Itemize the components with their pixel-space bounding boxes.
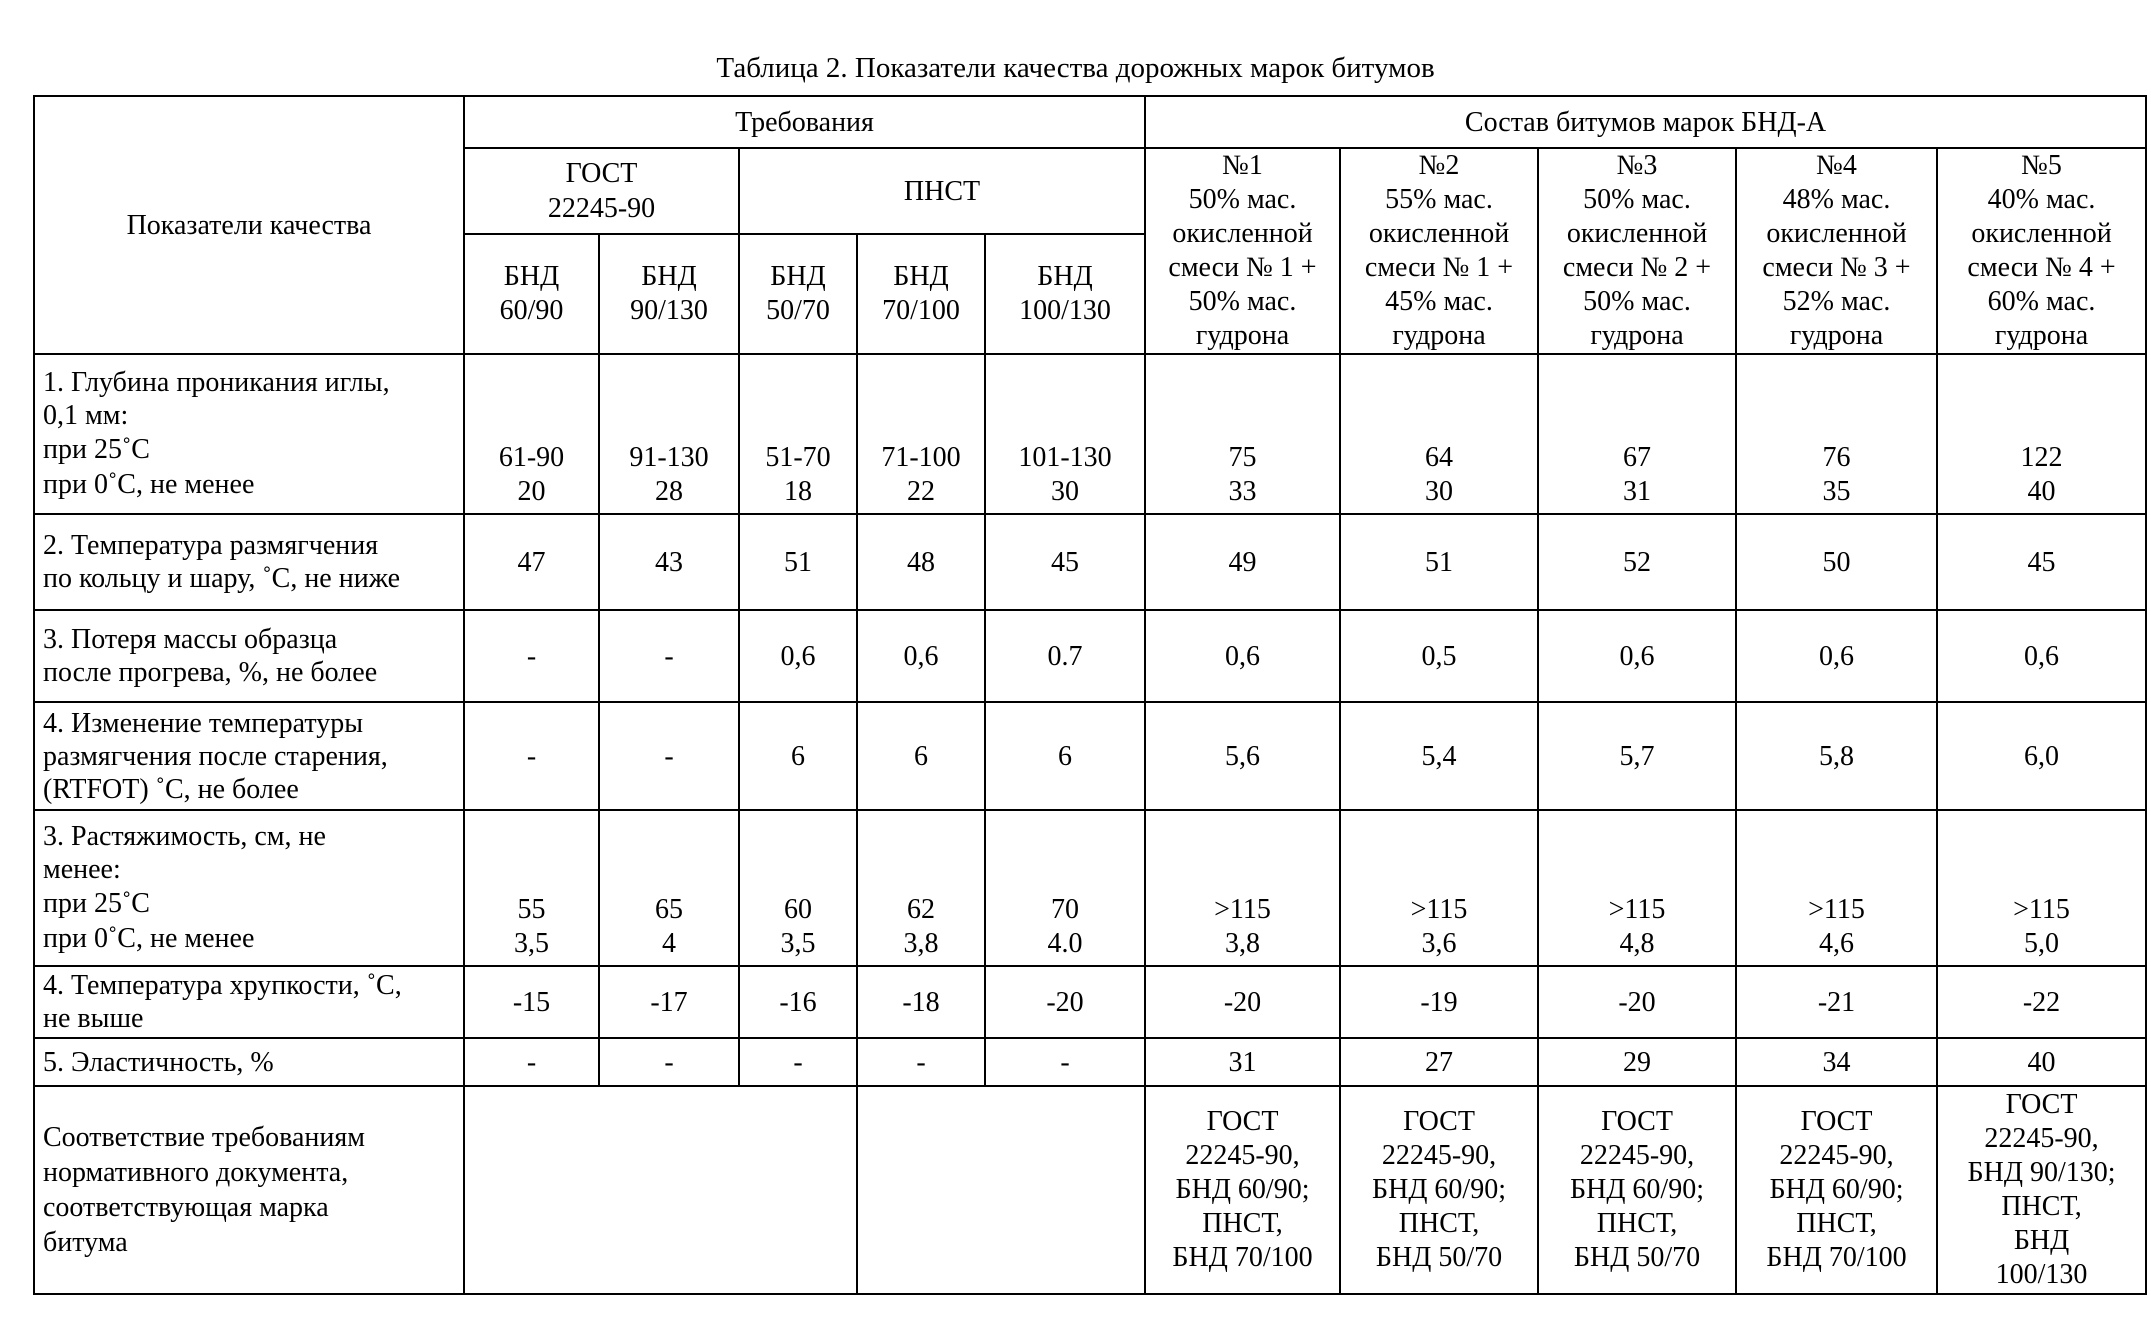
indicator-line: 5. Эластичность, % xyxy=(43,1046,459,1079)
value-line: 3,6 xyxy=(1345,927,1533,961)
value-line: 4,8 xyxy=(1543,927,1731,961)
data-row xyxy=(34,966,2146,1038)
value-cell xyxy=(739,966,857,1038)
value-cell xyxy=(1340,1038,1538,1086)
value-line: 62 xyxy=(862,893,980,927)
value-cell xyxy=(985,354,1145,514)
value-cell xyxy=(1736,1038,1937,1086)
sample-header-line: 50% мас. xyxy=(1543,285,1731,319)
value-cell xyxy=(1538,1038,1736,1086)
value-line: - xyxy=(744,1045,852,1080)
conclusion-value-line: 22245-90, xyxy=(1741,1139,1932,1173)
indicator-cell xyxy=(34,354,464,514)
conclusion-label-line: битума xyxy=(43,1225,459,1260)
value-line: 31 xyxy=(1150,1045,1335,1080)
indicator-cell xyxy=(34,966,464,1038)
sample-header-line: 45% мас. xyxy=(1345,285,1533,319)
indicator-subline: при 0˚С, не менее xyxy=(43,921,459,956)
conclusion-value-line: БНД 90/130; xyxy=(1942,1156,2141,1190)
value-line: 52 xyxy=(1543,545,1731,580)
value-line: 0,5 xyxy=(1345,639,1533,674)
grade-header-2 xyxy=(599,234,739,354)
indicator-line: менее: xyxy=(43,853,459,886)
indicator-line: 1. Глубина проникания иглы, xyxy=(43,366,459,399)
value-line: -15 xyxy=(469,985,594,1020)
value-cell xyxy=(599,514,739,610)
value-cell xyxy=(599,702,739,810)
value-cell xyxy=(599,354,739,514)
sample-header-5 xyxy=(1937,148,2146,354)
value-line: 50 xyxy=(1741,545,1932,580)
conclusion-value-5 xyxy=(1937,1086,2146,1294)
value-line: 91-130 xyxy=(604,441,734,475)
value-cell xyxy=(739,810,857,966)
data-row xyxy=(34,810,2146,966)
value-line: 29 xyxy=(1543,1045,1731,1080)
value-line: 6 xyxy=(744,739,852,774)
sample-header-3 xyxy=(1538,148,1736,354)
conclusion-value-line: БНД 60/90; xyxy=(1150,1173,1335,1207)
value-cell xyxy=(464,810,599,966)
sample-header-line: №1 xyxy=(1150,149,1335,183)
value-cell xyxy=(1145,514,1340,610)
value-cell xyxy=(599,810,739,966)
value-line: - xyxy=(990,1045,1140,1080)
grade-header-line: 100/130 xyxy=(990,294,1140,328)
value-line: 5,4 xyxy=(1345,739,1533,774)
indicator-cell xyxy=(34,514,464,610)
data-row xyxy=(34,610,2146,702)
value-line: 3,5 xyxy=(744,927,852,961)
value-line: 27 xyxy=(1345,1045,1533,1080)
value-cell xyxy=(985,514,1145,610)
value-line: -16 xyxy=(744,985,852,1020)
value-line: 6,0 xyxy=(1942,739,2141,774)
sample-header-4 xyxy=(1736,148,1937,354)
grade-header-line: 70/100 xyxy=(862,294,980,328)
gost-header-line: 22245-90 xyxy=(469,191,734,226)
value-line: -17 xyxy=(604,985,734,1020)
conclusion-label-line: Соответствие требованиям xyxy=(43,1120,459,1155)
header-row-1 xyxy=(34,96,2146,148)
conclusion-value-line: ПНСТ, xyxy=(1345,1207,1533,1241)
indicator-line: 4. Температура хрупкости, ˚С, xyxy=(43,969,459,1002)
value-line: 49 xyxy=(1150,545,1335,580)
sample-header-line: №3 xyxy=(1543,149,1731,183)
value-cell xyxy=(1538,702,1736,810)
value-line: 0,6 xyxy=(744,639,852,674)
conclusion-value-line: ПНСТ, xyxy=(1741,1207,1932,1241)
sample-header-line: смеси № 4 + xyxy=(1942,251,2141,285)
value-cell xyxy=(1340,966,1538,1038)
value-cell xyxy=(464,1038,599,1086)
conclusion-value-line: 22245-90, xyxy=(1345,1139,1533,1173)
value-cell xyxy=(1736,610,1937,702)
conclusion-value-line: БНД 60/90; xyxy=(1345,1173,1533,1207)
indicator-line: 2. Температура размягчения xyxy=(43,529,459,562)
conclusion-value-line: ГОСТ xyxy=(1741,1105,1932,1139)
value-cell xyxy=(857,354,985,514)
value-line: 75 xyxy=(1150,441,1335,475)
conclusion-value-line: 22245-90, xyxy=(1942,1122,2141,1156)
value-cell xyxy=(1736,966,1937,1038)
sample-header-line: окисленной xyxy=(1150,217,1335,251)
sample-header-line: гудрона xyxy=(1942,319,2141,353)
table-caption: Таблица 2. Показатели качества дорожных марок битумов xyxy=(0,48,2151,88)
value-line: -20 xyxy=(1150,985,1335,1020)
conclusion-value-line: БНД xyxy=(1942,1224,2141,1258)
conclusion-value-line: ГОСТ xyxy=(1942,1088,2141,1122)
value-cell xyxy=(1340,810,1538,966)
value-line: >115 xyxy=(1543,893,1731,927)
value-cell xyxy=(1340,610,1538,702)
value-line: 6 xyxy=(990,739,1140,774)
value-cell xyxy=(1736,810,1937,966)
value-line: 30 xyxy=(1345,475,1533,509)
data-row xyxy=(34,354,2146,514)
grade-header-4 xyxy=(857,234,985,354)
value-cell xyxy=(1736,514,1937,610)
value-line: 60 xyxy=(744,893,852,927)
value-line: -20 xyxy=(990,985,1140,1020)
indicator-subline: при 25˚С xyxy=(43,432,459,467)
indicator-line: 3. Потеря массы образца xyxy=(43,623,459,656)
value-cell xyxy=(1937,514,2146,610)
value-line: - xyxy=(604,1045,734,1080)
conclusion-value-line: БНД 70/100 xyxy=(1741,1241,1932,1275)
conclusion-value-line: БНД 60/90; xyxy=(1741,1173,1932,1207)
indicator-line: (RTFOT) ˚С, не более xyxy=(43,773,459,806)
value-line: 64 xyxy=(1345,441,1533,475)
sample-header-2 xyxy=(1340,148,1538,354)
value-cell xyxy=(739,514,857,610)
value-cell xyxy=(857,610,985,702)
indicator-cell xyxy=(34,1038,464,1086)
grade-header-line: БНД xyxy=(469,260,594,294)
sample-header-line: №2 xyxy=(1345,149,1533,183)
conclusion-value-line: БНД 50/70 xyxy=(1543,1241,1731,1275)
value-line: 4 xyxy=(604,927,734,961)
gost-header-line: ГОСТ xyxy=(469,156,734,191)
value-cell xyxy=(599,966,739,1038)
indicator-line: размягчения после старения, xyxy=(43,740,459,773)
sample-header-line: 50% мас. xyxy=(1150,285,1335,319)
value-cell xyxy=(1937,610,2146,702)
indicator-line: не выше xyxy=(43,1002,459,1035)
sample-header-line: окисленной xyxy=(1345,217,1533,251)
value-line: 0,6 xyxy=(1150,639,1335,674)
value-line: - xyxy=(469,739,594,774)
value-line: 71-100 xyxy=(862,441,980,475)
sample-header-line: №5 xyxy=(1942,149,2141,183)
conclusion-label xyxy=(34,1086,464,1294)
value-line: -19 xyxy=(1345,985,1533,1020)
grade-header-line: 60/90 xyxy=(469,294,594,328)
sample-header-line: гудрона xyxy=(1543,319,1731,353)
indicator-line: после прогрева, %, не более xyxy=(43,656,459,689)
sample-header-line: окисленной xyxy=(1543,217,1731,251)
value-cell xyxy=(1736,354,1937,514)
grade-header-line: БНД xyxy=(744,260,852,294)
value-line: 65 xyxy=(604,893,734,927)
sample-header-line: 48% мас. xyxy=(1741,183,1932,217)
value-line: 0.7 xyxy=(990,639,1140,674)
value-cell xyxy=(1937,354,2146,514)
value-cell xyxy=(1145,1038,1340,1086)
value-cell xyxy=(464,354,599,514)
grade-header-1 xyxy=(464,234,599,354)
sample-header-line: гудрона xyxy=(1150,319,1335,353)
conclusion-label-line: соответствующая марка xyxy=(43,1190,459,1225)
value-line: 40 xyxy=(1942,475,2141,509)
value-cell xyxy=(599,1038,739,1086)
conclusion-value-line: ГОСТ xyxy=(1150,1105,1335,1139)
conclusion-value-line: ГОСТ xyxy=(1345,1105,1533,1139)
conclusion-value-line: 100/130 xyxy=(1942,1258,2141,1292)
value-cell xyxy=(1736,702,1937,810)
value-cell xyxy=(985,610,1145,702)
value-line: 3,8 xyxy=(1150,927,1335,961)
indicator-line: 3. Растяжимость, см, не xyxy=(43,820,459,853)
value-line: 5,7 xyxy=(1543,739,1731,774)
conclusion-value-line: 22245-90, xyxy=(1150,1139,1335,1173)
value-line: 0,6 xyxy=(1942,639,2141,674)
value-cell xyxy=(1937,702,2146,810)
conclusion-value-line: ПНСТ, xyxy=(1942,1190,2141,1224)
value-line: 40 xyxy=(1942,1045,2141,1080)
value-line: 5,6 xyxy=(1150,739,1335,774)
value-line: -22 xyxy=(1942,985,2141,1020)
value-line: 45 xyxy=(990,545,1140,580)
data-row xyxy=(34,1038,2146,1086)
value-line: - xyxy=(469,639,594,674)
value-line: - xyxy=(469,1045,594,1080)
value-line: -18 xyxy=(862,985,980,1020)
value-line: -20 xyxy=(1543,985,1731,1020)
conclusion-row xyxy=(34,1086,2146,1294)
value-line: 35 xyxy=(1741,475,1932,509)
sample-header-line: гудрона xyxy=(1741,319,1932,353)
data-row xyxy=(34,514,2146,610)
conclusion-value-line: ПНСТ, xyxy=(1150,1207,1335,1241)
sample-header-line: 60% мас. xyxy=(1942,285,2141,319)
conclusion-value-4 xyxy=(1736,1086,1937,1294)
value-cell xyxy=(1145,610,1340,702)
indicator-subline: при 25˚С xyxy=(43,886,459,921)
grade-header-line: БНД xyxy=(862,260,980,294)
sample-header-line: смеси № 3 + xyxy=(1741,251,1932,285)
value-cell xyxy=(464,610,599,702)
value-cell xyxy=(857,514,985,610)
value-cell xyxy=(1538,610,1736,702)
conclusion-value-line: 22245-90, xyxy=(1543,1139,1731,1173)
value-line: 0,6 xyxy=(1543,639,1731,674)
value-line: 4.0 xyxy=(990,927,1140,961)
value-line: - xyxy=(862,1045,980,1080)
value-line: 20 xyxy=(469,475,594,509)
conclusion-blank xyxy=(857,1086,1145,1294)
sample-header-line: №4 xyxy=(1741,149,1932,183)
sample-header-line: окисленной xyxy=(1942,217,2141,251)
value-line: 6 xyxy=(862,739,980,774)
value-cell xyxy=(985,1038,1145,1086)
value-cell xyxy=(739,610,857,702)
sample-header-line: окисленной xyxy=(1741,217,1932,251)
value-cell xyxy=(857,1038,985,1086)
value-cell xyxy=(1340,514,1538,610)
value-cell xyxy=(1538,514,1736,610)
value-cell xyxy=(1145,810,1340,966)
conclusion-value-1 xyxy=(1145,1086,1340,1294)
value-cell xyxy=(1937,1038,2146,1086)
value-line: 30 xyxy=(990,475,1140,509)
value-line: 31 xyxy=(1543,475,1731,509)
conclusion-value-line: БНД 60/90; xyxy=(1543,1173,1731,1207)
value-line: 22 xyxy=(862,475,980,509)
value-cell xyxy=(739,354,857,514)
value-cell xyxy=(857,810,985,966)
gost-header xyxy=(464,148,739,234)
sample-header-line: 50% мас. xyxy=(1543,183,1731,217)
indicator-line: 0,1 мм: xyxy=(43,399,459,432)
value-line: 5,8 xyxy=(1741,739,1932,774)
value-line: 18 xyxy=(744,475,852,509)
grade-header-line: БНД xyxy=(990,260,1140,294)
value-line: 0,6 xyxy=(1741,639,1932,674)
sample-header-line: 52% мас. xyxy=(1741,285,1932,319)
pnst-header: ПНСТ xyxy=(739,148,1145,234)
grade-header-line: БНД xyxy=(604,260,734,294)
value-cell xyxy=(1937,966,2146,1038)
value-cell xyxy=(599,610,739,702)
indicator-line: по кольцу и шару, ˚С, не ниже xyxy=(43,562,459,595)
value-line: 3,8 xyxy=(862,927,980,961)
value-line: -21 xyxy=(1741,985,1932,1020)
indicator-cell xyxy=(34,810,464,966)
indicator-header: Показатели качества xyxy=(34,96,464,354)
indicator-cell xyxy=(34,610,464,702)
value-line: 122 xyxy=(1942,441,2141,475)
value-cell xyxy=(1340,354,1538,514)
value-line: 45 xyxy=(1942,545,2141,580)
data-row xyxy=(34,702,2146,810)
sample-header-1 xyxy=(1145,148,1340,354)
sample-header-line: 55% мас. xyxy=(1345,183,1533,217)
value-line: 70 xyxy=(990,893,1140,927)
value-cell xyxy=(464,966,599,1038)
quality-table xyxy=(33,95,2147,1295)
value-line: 43 xyxy=(604,545,734,580)
sample-header-line: смеси № 1 + xyxy=(1150,251,1335,285)
value-line: 76 xyxy=(1741,441,1932,475)
value-line: 0,6 xyxy=(862,639,980,674)
value-line: 51 xyxy=(1345,545,1533,580)
value-line: 51 xyxy=(744,545,852,580)
conclusion-value-line: ПНСТ, xyxy=(1543,1207,1731,1241)
value-line: 48 xyxy=(862,545,980,580)
conclusion-value-line: БНД 50/70 xyxy=(1345,1241,1533,1275)
conclusion-label-line: нормативного документа, xyxy=(43,1155,459,1190)
value-cell xyxy=(857,702,985,810)
value-line: >115 xyxy=(1345,893,1533,927)
sample-header-line: смеси № 1 + xyxy=(1345,251,1533,285)
value-cell xyxy=(1937,810,2146,966)
sample-header-line: гудрона xyxy=(1345,319,1533,353)
value-line: 28 xyxy=(604,475,734,509)
sample-header-line: 50% мас. xyxy=(1150,183,1335,217)
value-line: 61-90 xyxy=(469,441,594,475)
value-cell xyxy=(985,702,1145,810)
value-cell xyxy=(985,966,1145,1038)
value-cell xyxy=(1538,354,1736,514)
value-cell xyxy=(464,702,599,810)
sample-header-line: смеси № 2 + xyxy=(1543,251,1731,285)
value-line: >115 xyxy=(1741,893,1932,927)
value-cell xyxy=(739,1038,857,1086)
requirements-header: Требования xyxy=(464,96,1145,148)
value-line: 47 xyxy=(469,545,594,580)
value-cell xyxy=(1145,966,1340,1038)
value-cell xyxy=(464,514,599,610)
value-line: - xyxy=(604,739,734,774)
value-cell xyxy=(1538,810,1736,966)
grade-header-3 xyxy=(739,234,857,354)
value-cell xyxy=(739,702,857,810)
value-line: 4,6 xyxy=(1741,927,1932,961)
composition-header: Состав битумов марок БНД-А xyxy=(1145,96,2146,148)
value-cell xyxy=(1340,702,1538,810)
value-cell xyxy=(985,810,1145,966)
value-cell xyxy=(1538,966,1736,1038)
conclusion-value-line: ГОСТ xyxy=(1543,1105,1731,1139)
value-line: 3,5 xyxy=(469,927,594,961)
value-cell xyxy=(1145,354,1340,514)
value-line: 5,0 xyxy=(1942,927,2141,961)
value-line: >115 xyxy=(1942,893,2141,927)
indicator-subline: при 0˚С, не менее xyxy=(43,467,459,502)
grade-header-line: 50/70 xyxy=(744,294,852,328)
grade-header-5 xyxy=(985,234,1145,354)
indicator-line: 4. Изменение температуры xyxy=(43,707,459,740)
value-line: 67 xyxy=(1543,441,1731,475)
grade-header-line: 90/130 xyxy=(604,294,734,328)
conclusion-blank xyxy=(464,1086,857,1294)
indicator-cell xyxy=(34,702,464,810)
value-line: 34 xyxy=(1741,1045,1932,1080)
conclusion-value-line: БНД 70/100 xyxy=(1150,1241,1335,1275)
conclusion-value-3 xyxy=(1538,1086,1736,1294)
sample-header-line: 40% мас. xyxy=(1942,183,2141,217)
conclusion-value-2 xyxy=(1340,1086,1538,1294)
value-line: 33 xyxy=(1150,475,1335,509)
value-cell xyxy=(1145,702,1340,810)
value-line: >115 xyxy=(1150,893,1335,927)
value-line: 101-130 xyxy=(990,441,1140,475)
value-cell xyxy=(857,966,985,1038)
value-line: 51-70 xyxy=(744,441,852,475)
value-line: - xyxy=(604,639,734,674)
value-line: 55 xyxy=(469,893,594,927)
